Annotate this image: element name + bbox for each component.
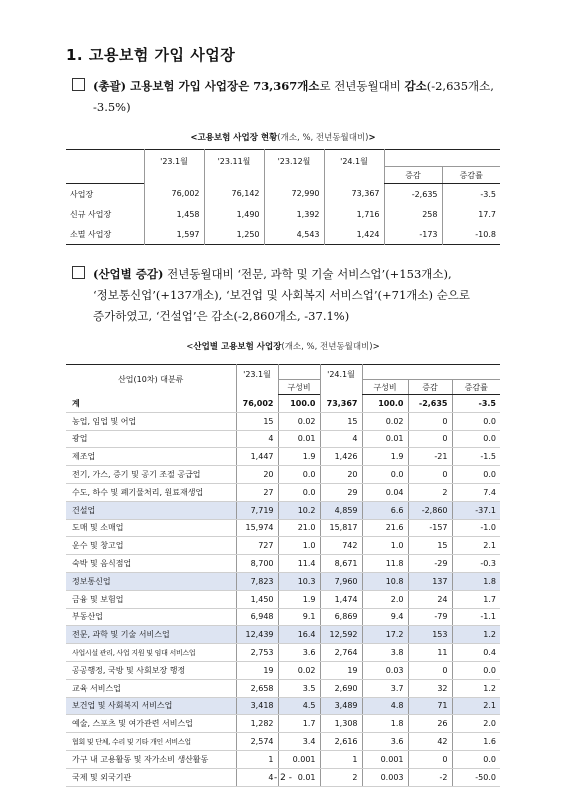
table2-cell: 1.9 — [362, 448, 408, 466]
table2-cell: 1 — [320, 750, 362, 768]
table2-cell: 4 — [236, 768, 278, 786]
table-row — [66, 644, 500, 662]
table-row — [66, 519, 500, 537]
table2-cell: 4 — [236, 430, 278, 448]
table2-cell: 6,948 — [236, 608, 278, 626]
summary-text-end: (-2,635개소, — [426, 79, 494, 93]
table2-cell: 0 — [408, 412, 452, 430]
table-row — [66, 537, 500, 555]
table1-header-corner — [66, 167, 144, 184]
table2-header-diff: 증감 — [408, 380, 452, 395]
table2-cell: 3.5 — [278, 679, 320, 697]
table2-header-industry: 산업(10차) 대분류 — [118, 375, 184, 385]
summary-bold-decrease: 감소 — [404, 79, 427, 93]
table2-cell: 11.8 — [362, 555, 408, 573]
table2-cell: 21.6 — [362, 519, 408, 537]
table2-cell: 1.0 — [278, 537, 320, 555]
table2-cell: 0.01 — [278, 430, 320, 448]
table2-cell: 9.1 — [278, 608, 320, 626]
table2-cell: 3.8 — [362, 644, 408, 662]
table2-cell: -37.1 — [452, 501, 500, 519]
table2-cell: 4.5 — [278, 697, 320, 715]
table2-header-blank — [362, 365, 500, 380]
table2-cell: 3,418 — [236, 697, 278, 715]
table2-cell: 4.8 — [362, 697, 408, 715]
table2-cell: 1 — [236, 750, 278, 768]
table-row — [66, 697, 500, 715]
table1-cell: 258 — [384, 204, 442, 224]
table2-cell: 1.9 — [278, 448, 320, 466]
table1-cell: -2,635 — [384, 184, 442, 205]
table2-header-y23: '23.1월 — [236, 365, 278, 395]
industry-name: 제조업 — [66, 448, 236, 466]
table1-header: '23.11월 — [204, 150, 264, 184]
table-row — [66, 661, 500, 679]
table2-cell: 0 — [408, 466, 452, 484]
industry-name: 사업시설 관리, 사업 지원 및 임대 서비스업 — [66, 644, 236, 662]
industry-name: 건설업 — [66, 501, 236, 519]
table2-cell: 0 — [408, 430, 452, 448]
industry-name: 전문, 과학 및 기술 서비스업 — [66, 626, 236, 644]
table2-cell: 15 — [236, 412, 278, 430]
table1-cell: 4,543 — [264, 224, 324, 245]
table2-cell: 0 — [408, 750, 452, 768]
table2-cell: 1.6 — [452, 733, 500, 751]
table-row — [66, 483, 500, 501]
table1-cell: 76,002 — [144, 184, 204, 205]
industry-name: 도매 및 소매업 — [66, 519, 236, 537]
table2-cell: 0.0 — [452, 430, 500, 448]
table2-body — [66, 395, 500, 787]
table2-cell: 32 — [408, 679, 452, 697]
table2-header-rate: 증감률 — [452, 380, 500, 395]
table2-cell: 20 — [320, 466, 362, 484]
table1-cell: 73,367 — [324, 184, 384, 205]
industry-name: 예술, 스포츠 및 여가관련 서비스업 — [66, 715, 236, 733]
table-row — [66, 448, 500, 466]
industry-line3: 증가하였고, ‘건설업’은 감소(-2,860개소, -37.1%) — [93, 309, 350, 323]
table2-cell: -157 — [408, 519, 452, 537]
table1-caption-title: <고용보험 사업장 현황 — [190, 133, 278, 143]
table2-cell: 0.4 — [452, 644, 500, 662]
table2-cell: 73,367 — [320, 395, 362, 413]
table2-header-share: 구성비 — [278, 380, 320, 395]
table2-cell: 2,616 — [320, 733, 362, 751]
table2-cell: 3.6 — [278, 644, 320, 662]
table1-cell: 76,142 — [204, 184, 264, 205]
table2-cell: 7.4 — [452, 483, 500, 501]
table2-cell: 2,658 — [236, 679, 278, 697]
industry-line2: ‘정보통신업’(+137개소), ‘보건업 및 사회복지 서비스업’(+71개소) 순으로 — [93, 288, 470, 302]
table2-cell: 17.2 — [362, 626, 408, 644]
table2-cell: 1,450 — [236, 590, 278, 608]
table-row — [66, 572, 500, 590]
table1-header: '24.1월 — [324, 150, 384, 184]
table-row — [66, 501, 500, 519]
table2-cell: 1.7 — [278, 715, 320, 733]
table1-row-label: 사업장 — [70, 189, 94, 199]
industry-name: 부동산업 — [66, 608, 236, 626]
table-row — [66, 204, 500, 224]
industry-name: 가구 내 고용활동 및 자가소비 생산활동 — [66, 750, 236, 768]
table1-cell: -10.8 — [442, 224, 500, 245]
table2-cell: 1,308 — [320, 715, 362, 733]
industry-name: 전기, 가스, 증기 및 공기 조절 공급업 — [66, 466, 236, 484]
table2-cell: 1.8 — [362, 715, 408, 733]
table2-cell: 26 — [408, 715, 452, 733]
table2-cell: 2,764 — [320, 644, 362, 662]
table2-cell: 153 — [408, 626, 452, 644]
table1-header: 증감 — [384, 167, 442, 184]
table2-cell: 0.01 — [278, 768, 320, 786]
table1-cell: 1,392 — [264, 204, 324, 224]
table2-cell: 2.1 — [452, 537, 500, 555]
table2-cell: 15 — [408, 537, 452, 555]
table2-cell: 137 — [408, 572, 452, 590]
table2-cell: 15 — [320, 412, 362, 430]
table2-cell: 0.0 — [362, 466, 408, 484]
table2-cell: 0.04 — [362, 483, 408, 501]
table2-cell: 742 — [320, 537, 362, 555]
table2-cell: 1.2 — [452, 679, 500, 697]
table2-cell: 1,426 — [320, 448, 362, 466]
summary-line2: -3.5%) — [93, 100, 131, 114]
table2-cell: 2.0 — [452, 715, 500, 733]
table2-cell: 1.7 — [452, 590, 500, 608]
table2-cell: 1,447 — [236, 448, 278, 466]
table2-cell: 27 — [236, 483, 278, 501]
industry-name: 교육 서비스업 — [66, 679, 236, 697]
industry-name: 계 — [66, 395, 236, 413]
table2-cell: 0.02 — [362, 412, 408, 430]
table1-cell: -173 — [384, 224, 442, 245]
checkbox-bullet-icon — [72, 78, 85, 91]
table-row — [66, 184, 500, 205]
table2-cell: -21 — [408, 448, 452, 466]
table2-cell: 10.2 — [278, 501, 320, 519]
table2-header-y24: '24.1월 — [320, 365, 362, 395]
table-row — [66, 430, 500, 448]
table2-cell: 2,690 — [320, 679, 362, 697]
table2-cell: 727 — [236, 537, 278, 555]
table-row — [66, 224, 500, 245]
table2-cell: 0.0 — [278, 483, 320, 501]
table2-cell: 0 — [408, 661, 452, 679]
table2-cell: 1.2 — [452, 626, 500, 644]
table2-cell: 11.4 — [278, 555, 320, 573]
table1-header-blank — [384, 150, 500, 167]
table2-cell: 0.003 — [362, 768, 408, 786]
industry-name: 운수 및 창고업 — [66, 537, 236, 555]
table1-row-label: 소멸 사업장 — [70, 229, 112, 239]
table2-cell: 0.0 — [452, 466, 500, 484]
table2-cell: 12,439 — [236, 626, 278, 644]
industry-name: 공공행정, 국방 및 사회보장 행정 — [66, 661, 236, 679]
table-row — [66, 466, 500, 484]
table2-cell: 2 — [408, 483, 452, 501]
table-row — [66, 555, 500, 573]
table2-cell: 0.0 — [452, 412, 500, 430]
table2-caption-title: 산업별 고용보험 사업장 — [193, 342, 282, 352]
table2-cell: 1,474 — [320, 590, 362, 608]
table1-cell: 17.7 — [442, 204, 500, 224]
table2-cell: 1.8 — [452, 572, 500, 590]
table-row — [66, 733, 500, 751]
table1-header-corner — [66, 150, 144, 167]
table2-cell: 2,753 — [236, 644, 278, 662]
table2-cell: 15,817 — [320, 519, 362, 537]
table2-cell: -0.3 — [452, 555, 500, 573]
industry-name: 농업, 임업 및 어업 — [66, 412, 236, 430]
table2-cell: 15,974 — [236, 519, 278, 537]
table2-cell: 19 — [320, 661, 362, 679]
table2-cell: -50.0 — [452, 768, 500, 786]
industry-name: 정보통신업 — [66, 572, 236, 590]
table2-cell: -2 — [408, 768, 452, 786]
table2-cell: 100.0 — [362, 395, 408, 413]
table2-cell: 24 — [408, 590, 452, 608]
table2-cell: 0.001 — [362, 750, 408, 768]
table-row — [66, 715, 500, 733]
page-title: 1. 고용보험 가입 사업장 — [66, 46, 236, 64]
table2-cell: -29 — [408, 555, 452, 573]
table2-cell: 6.6 — [362, 501, 408, 519]
table2-cell: 71 — [408, 697, 452, 715]
table2-cell: 7,823 — [236, 572, 278, 590]
table1-cell: 1,716 — [324, 204, 384, 224]
table2-caption-start: < — [186, 342, 194, 352]
industry-paragraph — [72, 264, 470, 327]
table2-cell: 2 — [320, 768, 362, 786]
table-row — [66, 626, 500, 644]
table2-cell: 0.001 — [278, 750, 320, 768]
industry-name: 숙박 및 음식점업 — [66, 555, 236, 573]
industry-name: 광업 — [66, 430, 236, 448]
industry-name: 협회 및 단체, 수리 및 기타 개인 서비스업 — [66, 733, 236, 751]
table2-header-blank — [278, 365, 320, 380]
page-number: - 2 - — [274, 773, 292, 783]
table1-caption — [0, 131, 566, 143]
table2-cell: 42 — [408, 733, 452, 751]
table2-cell: -1.5 — [452, 448, 500, 466]
table2-cell: 2.1 — [452, 697, 500, 715]
table2-cell: 3,489 — [320, 697, 362, 715]
table2-cell: 7,719 — [236, 501, 278, 519]
table2-cell: -79 — [408, 608, 452, 626]
industry-workplace-table — [66, 364, 500, 787]
table2-cell: 10.3 — [278, 572, 320, 590]
table2-cell: 0.02 — [278, 661, 320, 679]
table2-cell: -2,635 — [408, 395, 452, 413]
table-row — [66, 679, 500, 697]
table2-cell: 12,592 — [320, 626, 362, 644]
table2-cell: 29 — [320, 483, 362, 501]
table2-cell: 3.4 — [278, 733, 320, 751]
summary-bold: (총괄) 고용보험 가입 사업장은 73,367개소 — [93, 79, 320, 93]
checkbox-bullet-icon — [72, 266, 85, 279]
workplace-status-table — [66, 149, 500, 245]
table1-caption-unit: (개소, %, 전년동월대비) — [277, 133, 369, 143]
table2-cell: 6,869 — [320, 608, 362, 626]
table1-cell: 1,597 — [144, 224, 204, 245]
industry-name: 보건업 및 사회복지 서비스업 — [66, 697, 236, 715]
table2-caption — [0, 340, 566, 352]
table2-cell: 20 — [236, 466, 278, 484]
table2-cell: 2.0 — [362, 590, 408, 608]
table2-cell: 0.0 — [278, 466, 320, 484]
table2-cell: 21.0 — [278, 519, 320, 537]
industry-name: 수도, 하수 및 폐기물처리, 원료재생업 — [66, 483, 236, 501]
table2-cell: -2,860 — [408, 501, 452, 519]
table2-cell: 0.0 — [452, 750, 500, 768]
table2-cell: 4,859 — [320, 501, 362, 519]
table1-cell: 1,424 — [324, 224, 384, 245]
table2-cell: 1.0 — [362, 537, 408, 555]
table-row — [66, 395, 500, 413]
table2-cell: 1.9 — [278, 590, 320, 608]
table2-cell: -1.0 — [452, 519, 500, 537]
table2-cell: -1.1 — [452, 608, 500, 626]
summary-paragraph — [72, 76, 494, 118]
table1-header: '23.1월 — [144, 150, 204, 184]
table2-header-share2: 구성비 — [362, 380, 408, 395]
table-row — [66, 412, 500, 430]
table2-caption-end: > — [372, 342, 380, 352]
table2-cell: 11 — [408, 644, 452, 662]
table1-cell: 72,990 — [264, 184, 324, 205]
table-row — [66, 750, 500, 768]
industry-bold: (산업별 증감) — [93, 267, 164, 281]
table2-cell: 1,282 — [236, 715, 278, 733]
table2-cell: 3.6 — [362, 733, 408, 751]
table1-header: '23.12월 — [264, 150, 324, 184]
table2-cell: 0.03 — [362, 661, 408, 679]
table2-cell: 8,671 — [320, 555, 362, 573]
summary-text: 로 전년동월대비 — [319, 79, 405, 93]
table2-cell: 4 — [320, 430, 362, 448]
industry-name: 국제 및 외국기관 — [66, 768, 236, 786]
table2-cell: 16.4 — [278, 626, 320, 644]
table-row — [66, 608, 500, 626]
table1-cell: 1,490 — [204, 204, 264, 224]
table1-cell: 1,458 — [144, 204, 204, 224]
industry-name: 금융 및 보험업 — [66, 590, 236, 608]
table2-cell: 0.02 — [278, 412, 320, 430]
table1-row-label: 신규 사업장 — [70, 209, 112, 219]
table2-cell: 19 — [236, 661, 278, 679]
table1-cell: 1,250 — [204, 224, 264, 245]
table2-cell: 7,960 — [320, 572, 362, 590]
table2-cell: -3.5 — [452, 395, 500, 413]
table2-cell: 2,574 — [236, 733, 278, 751]
table2-cell: 3.7 — [362, 679, 408, 697]
table2-cell: 0.01 — [362, 430, 408, 448]
table1-cell: -3.5 — [442, 184, 500, 205]
table2-cell: 76,002 — [236, 395, 278, 413]
table2-cell: 100.0 — [278, 395, 320, 413]
table-row — [66, 590, 500, 608]
table2-cell: 0.0 — [452, 661, 500, 679]
table2-cell: 9.4 — [362, 608, 408, 626]
table2-cell: 8,700 — [236, 555, 278, 573]
table2-cell: 10.8 — [362, 572, 408, 590]
table1-header: 증감률 — [442, 167, 500, 184]
industry-text: 전년동월대비 ‘전문, 과학 및 기술 서비스업’(+153개소), — [163, 267, 452, 281]
table1-caption-end: > — [368, 133, 376, 143]
table2-caption-unit: (개소, %, 전년동월대비) — [281, 342, 373, 352]
